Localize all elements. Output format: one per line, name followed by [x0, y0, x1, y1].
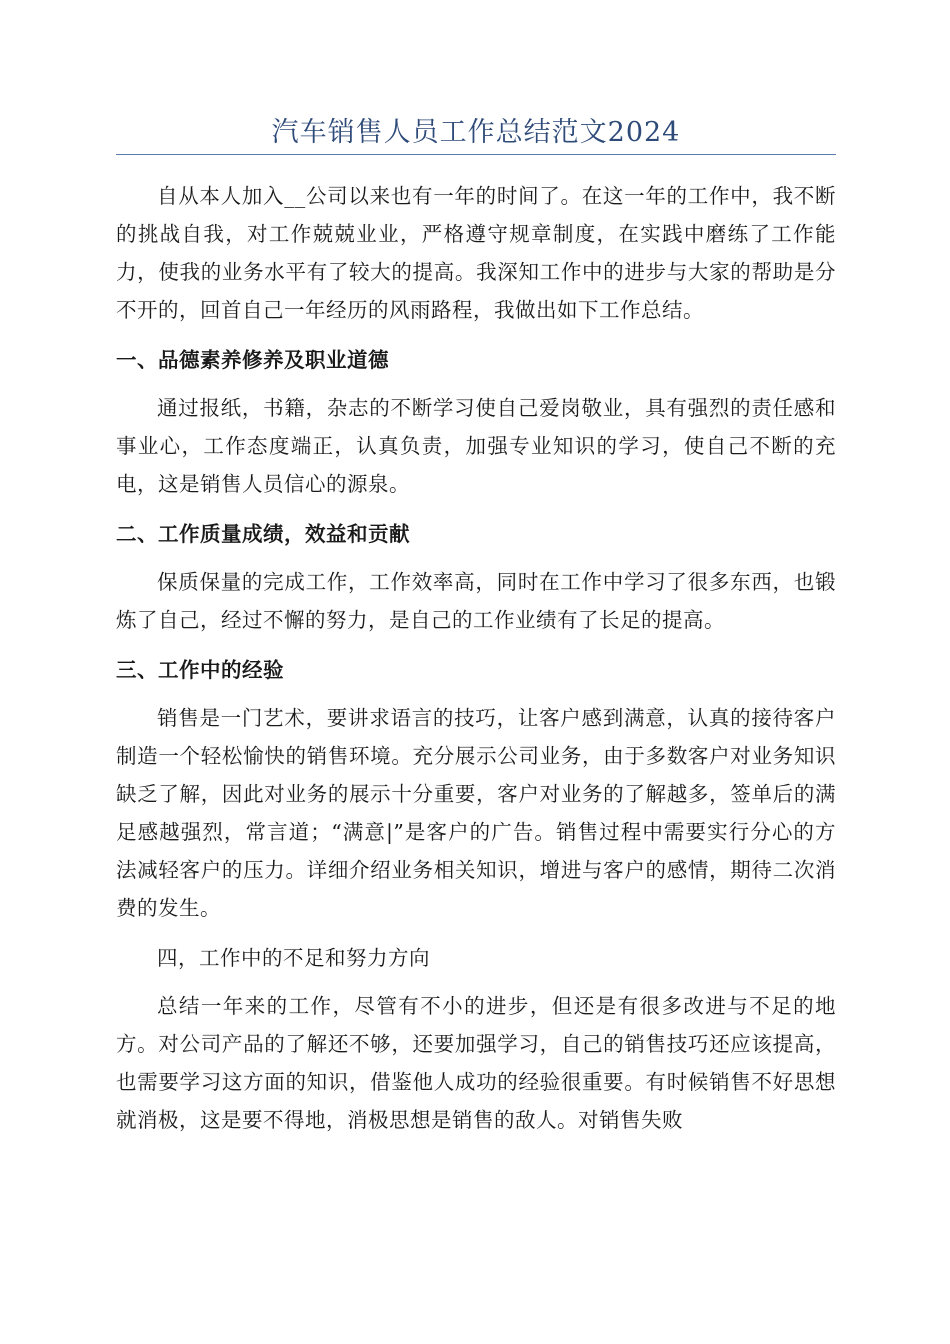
section-body-3: 销售是一门艺术，要讲求语言的技巧，让客户感到满意，认真的接待客户制造一个轻松愉快的销售环境。充分展示公司业务，由于多数客户对业务知识缺乏了解，因此对业务的展示十分重要，客户对业务的了解越多，签单后的满足感越强烈，常言道；“满意|”是客户的广告。销售过程中需要实行分心的方法减轻客户的压力。详细介绍业务相关知识，增进与客户的感情，期待二次消费的发生。: [116, 706, 836, 920]
document-page: [116, 0, 836, 1139]
section-heading-3: 三、工作中的经验: [116, 658, 284, 682]
section-heading-1: 一、品德素养修养及职业道德: [116, 348, 389, 372]
section-heading-4: 四，工作中的不足和努力方向: [157, 946, 430, 970]
intro-paragraph: 自从本人加入__公司以来也有一年的时间了。在这一年的工作中，我不断的挑战自我，对工作兢兢业业，严格遵守规章制度，在实践中磨练了工作能力，使我的业务水平有了较大的提高。我深知工作中的进步与大家的帮助是分不开的，回首自己一年经历的风雨路程，我做出如下工作总结。: [116, 184, 836, 322]
section-heading-2: 二、工作质量成绩，效益和贡献: [116, 522, 410, 546]
section-body-2: 保质保量的完成工作，工作效率高，同时在工作中学习了很多东西，也锻炼了自己，经过不懈的努力，是自己的工作业绩有了长足的提高。: [116, 570, 836, 632]
section-body-1: 通过报纸，书籍，杂志的不断学习使自己爱岗敬业，具有强烈的责任感和事业心，工作态度端正，认真负责，加强专业知识的学习，使自己不断的充电，这是销售人员信心的源泉。: [116, 396, 836, 496]
document-title: 汽车销售人员工作总结范文2024: [271, 117, 681, 148]
section-body-4: 总结一年来的工作，尽管有不小的进步，但还是有很多改进与不足的地方。对公司产品的了解还不够，还要加强学习，自己的销售技巧还应该提高，也需要学习这方面的知识，借鉴他人成功的经验很重要。有时候销售不好思想就消极，这是要不得地，消极思想是销售的敌人。对销售失败: [116, 994, 836, 1132]
